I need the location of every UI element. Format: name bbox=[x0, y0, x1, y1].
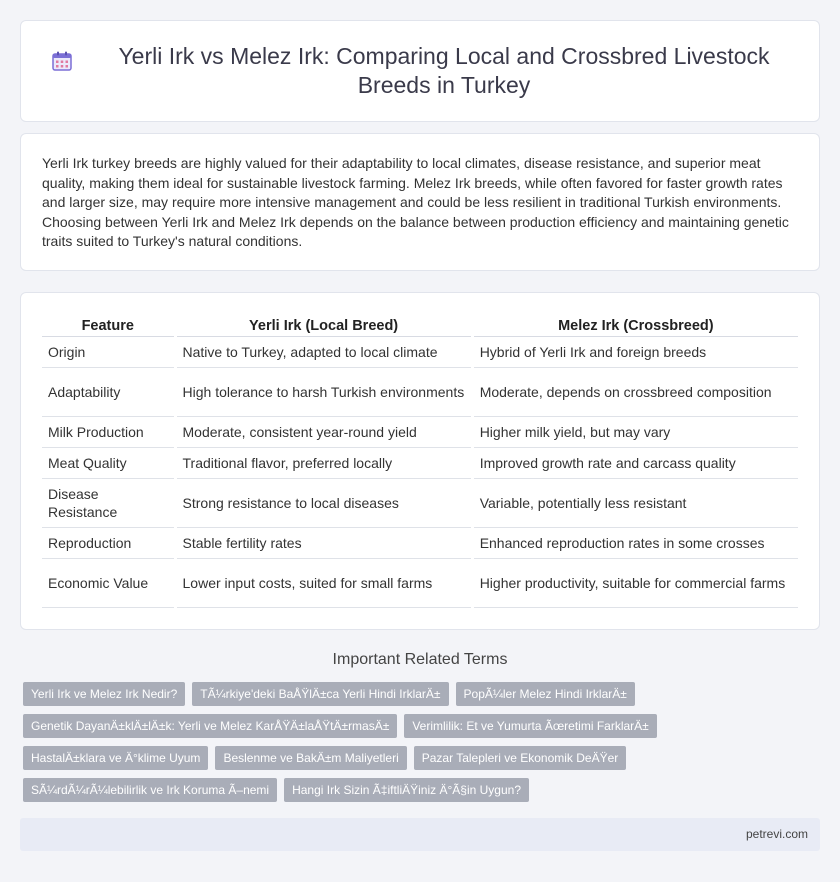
cell-feature: Milk Production bbox=[42, 417, 174, 448]
table-row bbox=[42, 368, 798, 417]
cell-local: Traditional flavor, preferred locally bbox=[177, 448, 471, 479]
cell-feature: Reproduction bbox=[42, 528, 174, 559]
cell-crossbreed: Higher productivity, suitable for commercial farms bbox=[474, 559, 798, 608]
term-row bbox=[23, 778, 823, 802]
cell-feature: Economic Value bbox=[42, 559, 174, 608]
table-header-row bbox=[42, 313, 798, 337]
table-row bbox=[42, 448, 798, 479]
intro-card bbox=[20, 133, 820, 271]
term-tag[interactable]: Verimlilik: Et ve Yumurta Ãœretimi FarklarÄ± bbox=[404, 714, 656, 738]
header-crossbreed: Melez Irk (Crossbreed) bbox=[474, 313, 798, 337]
cell-local: Stable fertility rates bbox=[177, 528, 471, 559]
cell-crossbreed: Variable, potentially less resistant bbox=[474, 479, 798, 528]
title-card bbox=[20, 20, 820, 122]
related-terms-title: Important Related Terms bbox=[332, 651, 508, 668]
cell-local: Lower input costs, suited for small farms bbox=[177, 559, 471, 608]
table-row bbox=[42, 528, 798, 559]
cell-crossbreed: Moderate, depends on crossbreed composition bbox=[474, 368, 798, 417]
term-tag[interactable]: Yerli Irk ve Melez Irk Nedir? bbox=[23, 682, 185, 706]
cell-crossbreed: Improved growth rate and carcass quality bbox=[474, 448, 798, 479]
cell-local: High tolerance to harsh Turkish environments bbox=[177, 368, 471, 417]
cell-local: Native to Turkey, adapted to local climate bbox=[177, 337, 471, 368]
term-row bbox=[23, 746, 823, 770]
related-terms bbox=[23, 682, 823, 810]
table-row bbox=[42, 417, 798, 448]
table-row bbox=[42, 559, 798, 608]
footer-site-link[interactable]: petrevi.com bbox=[745, 827, 808, 841]
intro-text: Yerli Irk turkey breeds are highly valued for their adaptability to local climates, disease resistance, and superior meat quality, making them ideal for sustainable livestock farming. Melez Irk breeds, while often favored for faster growth rates and larger size, may require more intensive management and could be less resilient in traditional Turkish environments. Choosing between Yerli Irk and Melez Irk depends on the balance between production efficiency and maintaining genetic traits suited to Turkey's natural conditions. bbox=[42, 155, 789, 250]
page-title: Yerli Irk vs Melez Irk: Comparing Local and Crossbred Livestock Breeds in Turkey bbox=[118, 43, 770, 98]
term-tag[interactable]: Genetik DayanÄ±klÄ±lÄ±k: Yerli ve Melez KarÅŸÄ±laÅŸtÄ±rmasÄ± bbox=[23, 714, 397, 738]
term-row bbox=[23, 714, 823, 738]
term-tag[interactable]: SÃ¼rdÃ¼rÃ¼lebilirlik ve Irk Koruma Ã–nemi bbox=[23, 778, 277, 802]
term-tag[interactable]: HastalÄ±klara ve Ä°klime Uyum bbox=[23, 746, 208, 770]
calendar-icon bbox=[51, 50, 73, 72]
comparison-table bbox=[39, 313, 801, 608]
term-tag[interactable]: Hangi Irk Sizin Ã‡iftliÄŸiniz Ä°Ã§in Uygun? bbox=[284, 778, 529, 802]
cell-local: Strong resistance to local diseases bbox=[177, 479, 471, 528]
table-row bbox=[42, 479, 798, 528]
cell-feature: Disease Resistance bbox=[42, 479, 174, 528]
header-local: Yerli Irk (Local Breed) bbox=[177, 313, 471, 337]
term-tag[interactable]: TÃ¼rkiye'deki BaÅŸlÄ±ca Yerli Hindi IrklarÄ± bbox=[192, 682, 448, 706]
term-tag[interactable]: PopÃ¼ler Melez Hindi IrklarÄ± bbox=[456, 682, 635, 706]
header-feature: Feature bbox=[42, 313, 174, 337]
term-tag[interactable]: Beslenme ve BakÄ±m Maliyetleri bbox=[215, 746, 406, 770]
cell-feature: Adaptability bbox=[42, 368, 174, 417]
cell-crossbreed: Higher milk yield, but may vary bbox=[474, 417, 798, 448]
footer bbox=[20, 818, 820, 851]
cell-crossbreed: Hybrid of Yerli Irk and foreign breeds bbox=[474, 337, 798, 368]
cell-local: Moderate, consistent year-round yield bbox=[177, 417, 471, 448]
term-row bbox=[23, 682, 823, 706]
table-row bbox=[42, 337, 798, 368]
cell-feature: Origin bbox=[42, 337, 174, 368]
cell-crossbreed: Enhanced reproduction rates in some crosses bbox=[474, 528, 798, 559]
table-card bbox=[20, 292, 820, 630]
cell-feature: Meat Quality bbox=[42, 448, 174, 479]
term-tag[interactable]: Pazar Talepleri ve Ekonomik DeÄŸer bbox=[414, 746, 627, 770]
